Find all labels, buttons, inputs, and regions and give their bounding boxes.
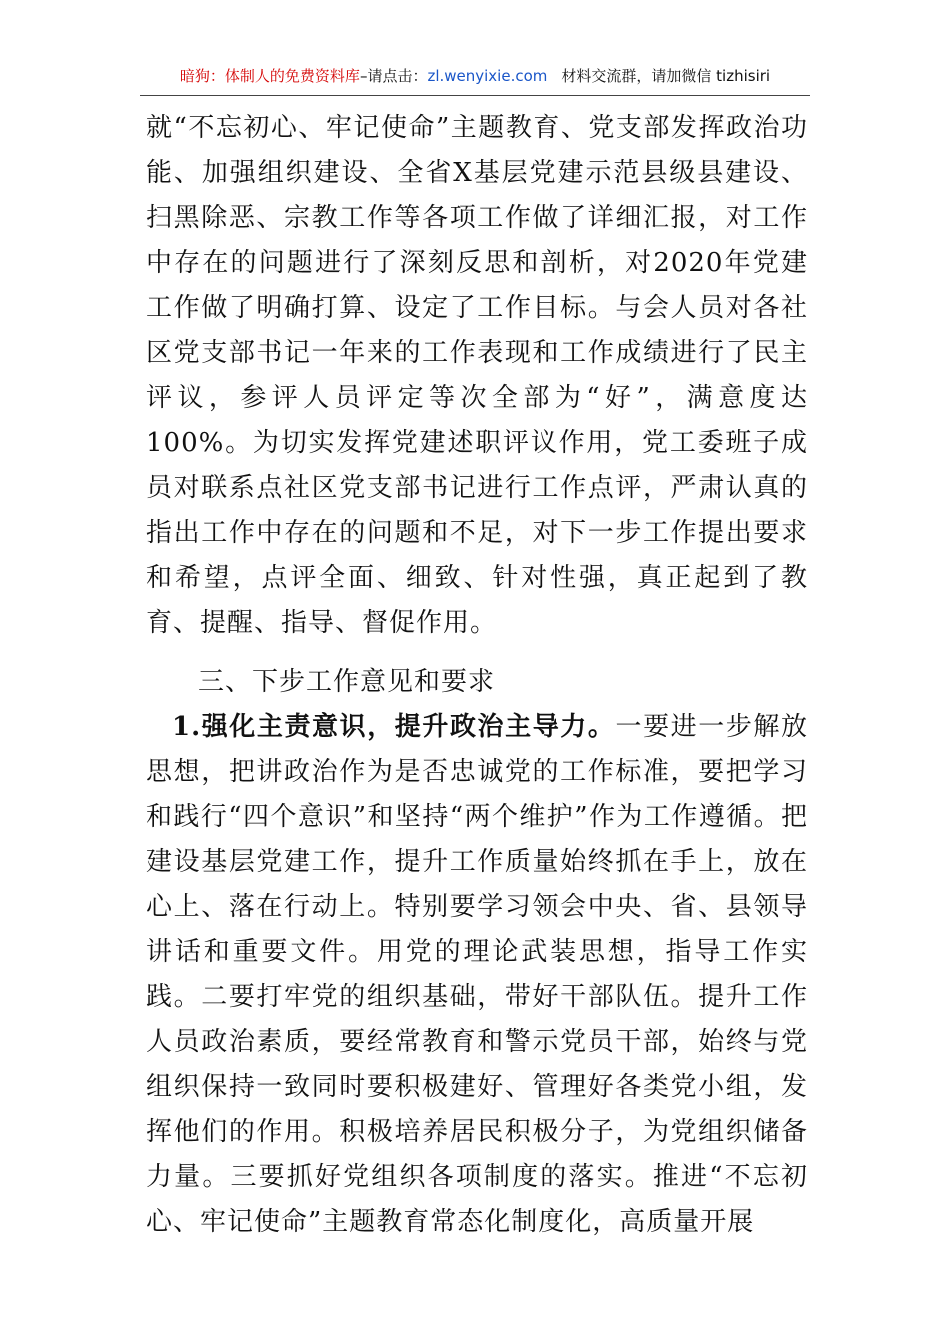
document-body: [146, 106, 808, 1245]
body-paragraph-item-1: [146, 705, 808, 1245]
click-prompt: –请点击：: [359, 67, 428, 85]
site-url-link[interactable]: zl.wenyixie.com: [427, 67, 548, 85]
item-text: 一要进一步解放思想，把讲政治作为是否忠诚党的工作标准，要把学习和践行“四个意识”和坚持“两个维护”作为工作遵循。把建设基层党建工作，提升工作质量始终抓在手上，放在心上、落在行动上。特别要学习领会中央、省、县领导讲话和重要文件。用党的理论武装思想，指导工作实践。二要打牢党的组织基础，带好干部队伍。提升工作人员政治素质，要经常教育和警示党员干部，始终与党组织保持一致同时要积极建好、管理好各类党小组，发挥他们的作用。积极培养居民积极分子，为党组织储备力量。三要抓好党组织各项制度的落实。推进“不忘初心、牢记使命”主题教育常态化制度化，高质量开展: [146, 712, 808, 1237]
item-title: 1.强化主责意识，提升政治主导力。: [172, 712, 616, 742]
header-divider: [140, 95, 810, 96]
body-paragraph: 就“不忘初心、牢记使命”主题教育、党支部发挥政治功能、加强组织建设、全省X基层党建示范县级县建设、扫黑除恶、宗教工作等各项工作做了详细汇报，对工作中存在的问题进行了深刻反思和剖析，对2020年党建工作做了明确打算、设定了工作目标。与会人员对各社区党支部书记一年来的工作表现和工作成绩进行了民主评议，参评人员评定等次全部为“好”，满意度达100%。为切实发挥党建述职评议作用，党工委班子成员对联系点社区党支部书记进行工作点评，严肃认真的指出工作中存在的问题和不足，对下一步工作提出要求和希望，点评全面、细致、针对性强，真正起到了教育、提醒、指导、督促作用。: [146, 113, 808, 638]
section-heading: 三、下步工作意见和要求: [198, 667, 496, 697]
group-note: 材料交流群，请加微信 tizhisiri: [561, 67, 771, 85]
site-name: 暗狗：体制人的免费资料库: [179, 67, 360, 85]
page-header: [0, 66, 950, 86]
